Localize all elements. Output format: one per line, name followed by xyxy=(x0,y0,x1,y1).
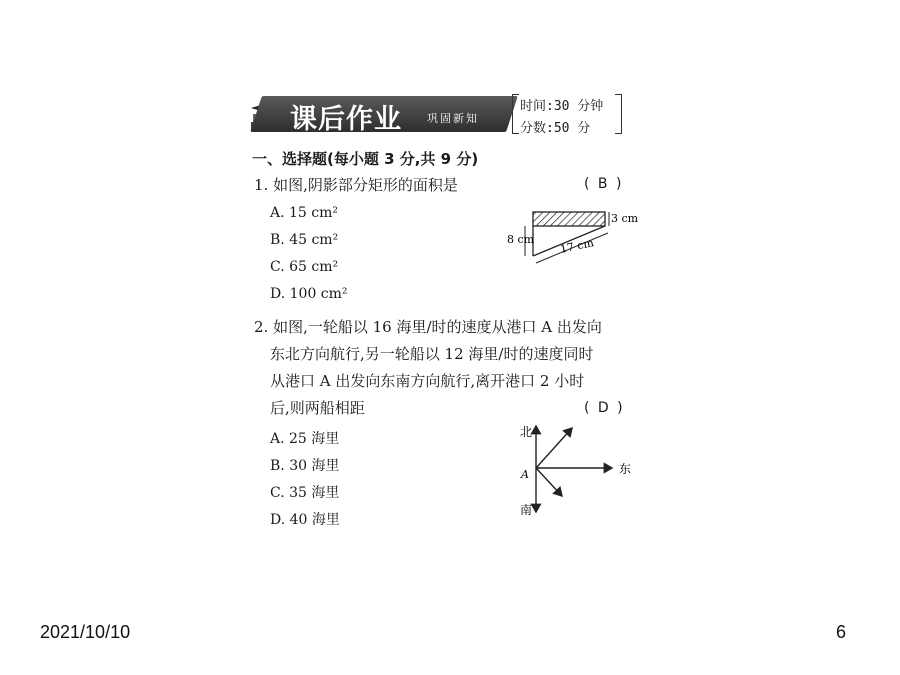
question-2-line-2: 东北方向航行,另一轮船以 12 海里/时的速度同时 xyxy=(270,345,594,363)
meta-bracket-left xyxy=(512,94,519,134)
question-2-line-1: 2. 如图,一轮船以 16 海里/时的速度从港口 A 出发向 xyxy=(254,318,602,336)
time-label: 时间:30 分钟 xyxy=(520,99,604,114)
question-1-stem: 1. 如图,阴影部分矩形的面积是 xyxy=(254,176,458,194)
question-2-option-a: A. 25 海里 xyxy=(270,431,340,447)
label-north: 北 xyxy=(520,425,533,439)
label-8cm: 8 cm xyxy=(507,233,535,246)
question-1-option-c: C. 65 cm² xyxy=(270,259,339,275)
question-1-answer: ( B ) xyxy=(584,176,624,192)
question-1-option-d: D. 100 cm² xyxy=(270,286,348,302)
question-2-figure xyxy=(512,420,642,520)
question-2-option-c: C. 35 海里 xyxy=(270,485,340,501)
page-number: 6 xyxy=(836,622,847,642)
label-3cm: 3 cm xyxy=(611,212,639,225)
score-label: 分数:50 分 xyxy=(520,121,591,136)
question-2-line-4: 后,则两船相距 xyxy=(270,399,365,417)
question-2-option-b: B. 30 海里 xyxy=(270,458,340,474)
section-title: 一、选择题(每小题 3 分,共 9 分) xyxy=(252,150,479,168)
label-east: 东 xyxy=(619,462,632,476)
label-a: A xyxy=(521,468,529,481)
meta-bracket-right xyxy=(615,94,622,134)
question-1-figure xyxy=(505,200,640,270)
page-subtitle: 巩固新知 xyxy=(427,112,479,125)
shaded-rectangle xyxy=(533,212,605,226)
question-1-option-a: A. 15 cm² xyxy=(270,205,339,221)
question-2-option-d: D. 40 海里 xyxy=(270,512,340,528)
label-south: 南 xyxy=(520,503,533,517)
page-title: 课后作业 xyxy=(290,104,402,135)
label-17cm: 17 cm xyxy=(558,236,595,256)
question-2-answer: ( D ) xyxy=(584,400,625,416)
question-2-line-3: 从港口 A 出发向东南方向航行,离开港口 2 小时 xyxy=(270,372,585,390)
question-1-option-b: B. 45 cm² xyxy=(270,232,339,248)
footer-date: 2021/10/10 xyxy=(40,622,131,642)
